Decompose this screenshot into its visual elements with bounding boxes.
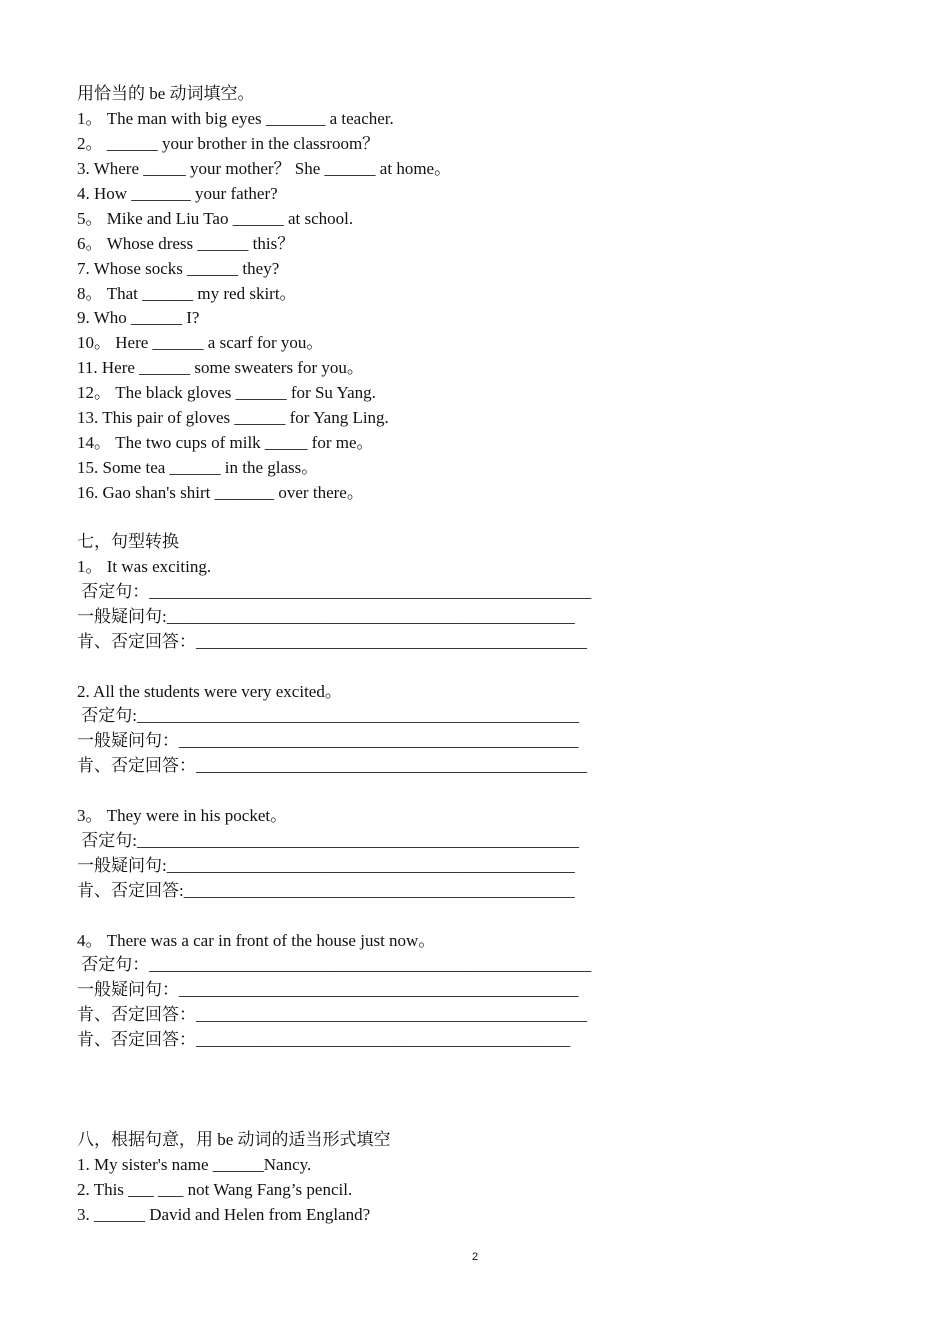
exercise-item: 2. This ___ ___ not Wang Fang’s pencil. [77,1180,353,1199]
exercise-item: 1. My sister's name ______Nancy. [77,1155,312,1174]
short-answers-line: 肯、否定回答：______________________________________________ [77,1005,587,1024]
exercise-item: 4. How _______ your father? [77,184,278,203]
negative-answer-line: 否定句:____________________________________________________ [77,831,579,850]
exercise-item: 3. ______ David and Helen from England? [77,1205,371,1224]
exercise-item: 2。 ______ your brother in the classroom？ [77,134,380,153]
exercise-item: 12。 The black gloves ______ for Su Yang. [77,383,376,402]
exercise-item: 15. Some tea ______ in the glass。 [77,458,319,477]
negative-answer-line: 否定句：____________________________________________________ [77,955,592,974]
exercise-item: 13. This pair of gloves ______ for Yang Ling. [77,408,389,427]
transform-sentence: 1。 It was exciting. [77,557,212,576]
short-answers-line: 肯、否定回答：______________________________________________ [77,632,587,651]
negative-answer-line: 否定句:____________________________________________________ [77,706,579,725]
exercise-item: 8。 That ______ my red skirt。 [77,284,297,303]
exercise-item: 7. Whose socks ______ they? [77,259,280,278]
exercise-item: 10。 Here ______ a scarf for you。 [77,333,324,352]
question-answer-line: 一般疑问句：_______________________________________________ [77,980,579,999]
transform-sentence: 3。 They were in his pocket。 [77,806,288,825]
transform-sentence: 2. All the students were very excited。 [77,682,342,701]
exercise-item: 3. Where _____ your mother？ She ______ at home。 [77,159,452,178]
exercise-item: 6。 Whose dress ______ this？ [77,234,295,253]
exercise-item: 16. Gao shan's shirt _______ over there。 [77,483,364,502]
short-answers-line: 肯、否定回答：____________________________________________ [77,1030,570,1049]
short-answers-line: 肯、否定回答:______________________________________________ [77,881,575,900]
page-number: 2 [471,1251,479,1263]
section-eight-heading: 八，根据句意，用 be 动词的适当形式填空 [77,1130,391,1149]
exercise-item: 1。 The man with big eyes _______ a teacher. [77,109,394,128]
question-answer-line: 一般疑问句：_______________________________________________ [77,731,579,750]
exercise-item: 9. Who ______ I? [77,308,200,327]
short-answers-line: 肯、否定回答：______________________________________________ [77,756,587,775]
exercise-item: 14。 The two cups of milk _____ for me。 [77,433,374,452]
section-be-fill-heading: 用恰当的 be 动词填空。 [77,84,255,103]
question-answer-line: 一般疑问句:________________________________________________ [77,607,575,626]
transform-sentence: 4。 There was a car in front of the house just now。 [77,931,436,950]
negative-answer-line: 否定句：____________________________________________________ [77,582,592,601]
exercise-item: 5。 Mike and Liu Tao ______ at school. [77,209,354,228]
question-answer-line: 一般疑问句:________________________________________________ [77,856,575,875]
exercise-item: 11. Here ______ some sweaters for you。 [77,358,364,377]
section-seven-heading: 七，句型转换 [77,532,179,551]
